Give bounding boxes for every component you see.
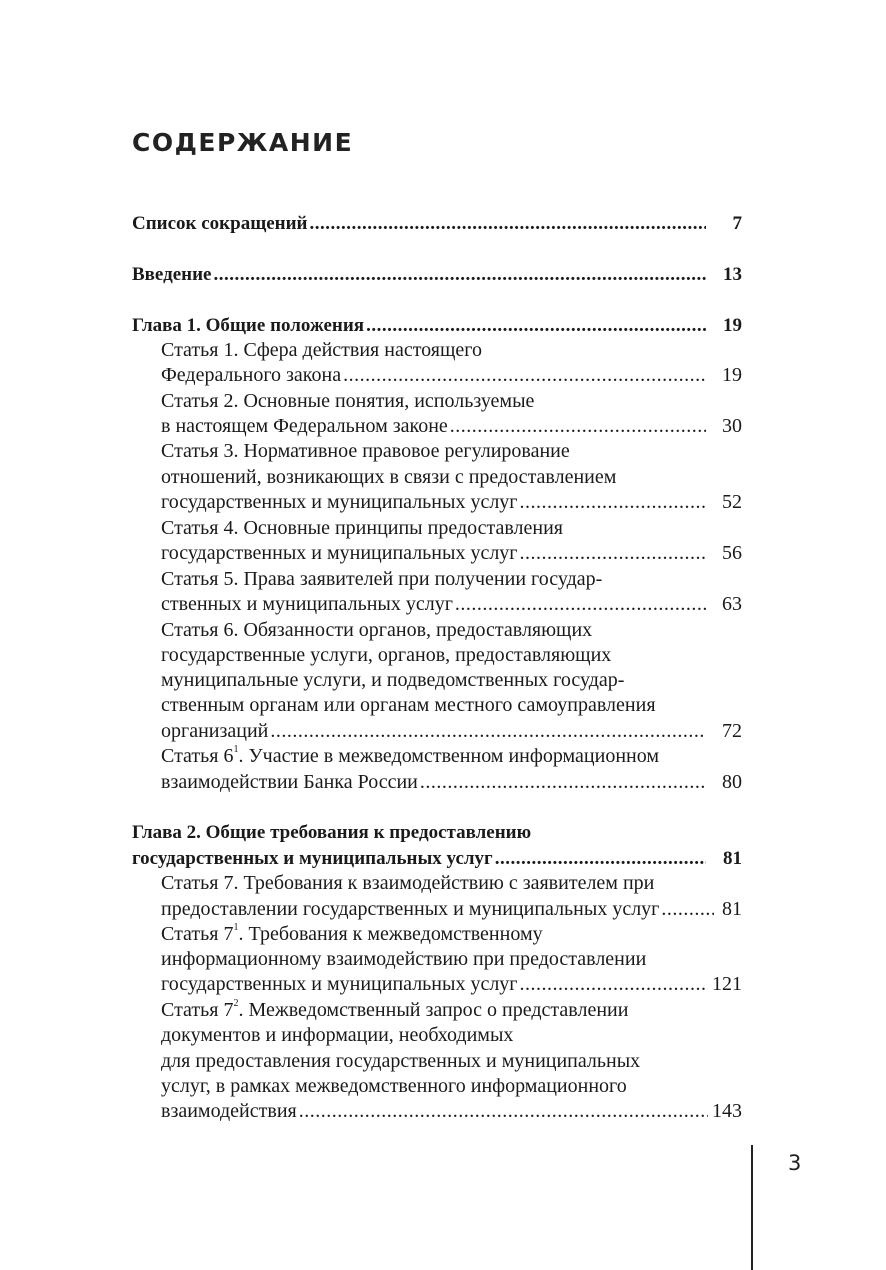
toc-entry-title: Статья 5. Права заявителей при получении государ- (161, 568, 603, 590)
toc-entry-title (161, 744, 659, 769)
toc-entry-title: услуг, в рамках межведомственного информационного (161, 1075, 627, 1097)
toc-entry-abbreviations[interactable] (132, 211, 742, 236)
toc-entry-article-7-line2[interactable] (161, 897, 742, 922)
toc-entry-article-2-line1[interactable] (161, 389, 742, 414)
toc-entry-title: предоставлении государственных и муниципальных услуг (161, 898, 660, 920)
toc-entry-article-5-line1[interactable] (161, 567, 742, 592)
toc-entry-title: отношений, возникающих в связи с предоставлением (161, 466, 617, 488)
toc-entry-article-6-1-line1[interactable] (161, 744, 742, 769)
toc-entry-article-7-2-line3[interactable] (161, 1049, 742, 1074)
page-title: СОДЕРЖАНИЕ (132, 128, 354, 157)
dot-leader (661, 897, 714, 922)
toc-entry-article-6-line5[interactable] (161, 719, 742, 744)
dot-leader (366, 313, 706, 338)
toc-entry-title: в настоящем Федеральном законе (161, 415, 448, 437)
toc-entry-article-6-1-line2[interactable] (161, 770, 742, 795)
toc-entry-title: организаций (161, 720, 269, 742)
superscript-index: 2 (233, 998, 239, 1010)
toc-entry-title: Глава 1. Общие положения (132, 315, 365, 336)
dot-leader (520, 972, 708, 997)
toc-entry-article-4-line1[interactable] (161, 516, 742, 541)
page-edge-rule (751, 1145, 753, 1270)
toc-entry-article-2-line2[interactable] (161, 414, 742, 439)
toc-entry-article-7-2-line2[interactable] (161, 1023, 742, 1048)
toc-entry-title: государственных и муниципальных услуг (161, 542, 518, 564)
toc-page-number: 121 (712, 973, 742, 995)
article-title: . Межведомственный запрос о представлении (238, 999, 629, 1021)
toc-entry-introduction[interactable] (132, 262, 742, 287)
toc-entry-title: Статья 1. Сфера действия настоящего (161, 339, 482, 361)
toc-entry-title: Статья 6. Обязанности органов, предоставляющих (161, 619, 593, 641)
toc-entry-title: государственных и муниципальных услуг (161, 491, 518, 513)
toc-page-number: 52 (722, 491, 742, 513)
toc-entry-article-6-line3[interactable] (161, 668, 742, 693)
toc-entry-title: ственных и муниципальных услуг (161, 593, 453, 615)
toc-entry-title: Статья 7. Требования к взаимодействию с заявителем при (161, 872, 655, 894)
toc-page-number: 19 (722, 364, 742, 386)
toc-entry-title: государственных и муниципальных услуг (161, 973, 518, 995)
toc-entry-article-7-2-line1[interactable] (161, 998, 742, 1023)
toc-entry-article-7-1-line1[interactable] (161, 922, 742, 947)
toc-page-number: 80 (722, 771, 742, 793)
dot-leader (310, 211, 706, 236)
toc-entry-article-3-line3[interactable] (161, 490, 742, 515)
toc-page-number: 81 (723, 848, 742, 869)
superscript-index: 1 (233, 744, 239, 756)
dot-leader (420, 770, 706, 795)
dot-leader (520, 541, 706, 566)
toc-entry-title: взаимодействии Банка России (161, 771, 418, 793)
article-prefix: Статья 6 (161, 745, 234, 767)
toc-entry-title: документов и информации, необходимых (161, 1024, 514, 1046)
toc-entry-title: государственных и муниципальных услуг (132, 848, 493, 869)
toc-entry-title: Список сокращений (132, 213, 308, 234)
superscript-index: 1 (233, 922, 239, 934)
toc-page-number: 19 (723, 315, 742, 336)
page-number: 3 (788, 1151, 802, 1175)
toc-entry-title: Введение (132, 264, 212, 285)
dot-leader (450, 414, 706, 439)
toc-entry-title: информационному взаимодействию при предоставлении (161, 948, 647, 970)
article-prefix: Статья 7 (161, 999, 234, 1021)
article-title: . Участие в межведомственном информационном (238, 745, 660, 767)
toc-entry-article-1-line2[interactable] (161, 363, 742, 388)
toc-page-number: 56 (722, 542, 742, 564)
toc-entry-article-1-line1[interactable] (161, 338, 742, 363)
toc-entry-title: взаимодействия (161, 1100, 297, 1122)
toc-entry-article-6-line1[interactable] (161, 618, 742, 643)
toc-entry-title: ственным органам или органам местного самоуправления (161, 694, 656, 716)
dot-leader (455, 592, 706, 617)
toc-entry-article-3-line1[interactable] (161, 439, 742, 464)
toc-entry-title: Статья 4. Основные принципы предоставления (161, 517, 563, 539)
dot-leader (299, 1099, 708, 1124)
dot-leader (270, 719, 706, 744)
toc-page-number: 63 (722, 593, 742, 615)
toc-entry-title: Глава 2. Общие требования к предоставлению (132, 822, 532, 843)
toc-entry-article-7-2-line5[interactable] (161, 1099, 742, 1124)
toc-entry-title: Статья 3. Нормативное правовое регулирование (161, 440, 570, 462)
toc-entry-article-7-1-line3[interactable] (161, 972, 742, 997)
toc-entry-chapter-1[interactable] (132, 313, 742, 338)
toc-entry-article-7-2-line4[interactable] (161, 1074, 742, 1099)
toc-entry-title: муниципальные услуги, и подведомственных государ- (161, 669, 625, 691)
dot-leader (495, 846, 706, 871)
dot-leader (520, 490, 706, 515)
toc-entry-article-7-line1[interactable] (161, 871, 742, 896)
toc-entry-article-5-line2[interactable] (161, 592, 742, 617)
toc-entry-chapter-2-line2[interactable] (132, 846, 742, 871)
toc-entry-article-3-line2[interactable] (161, 465, 742, 490)
toc-entry-title: Федерального закона (161, 364, 342, 386)
article-title: . Требования к межведомственному (238, 923, 543, 945)
dot-leader (343, 363, 706, 388)
toc-entry-title: государственные услуги, органов, предоставляющих (161, 644, 612, 666)
toc-entry-title: для предоставления государственных и муниципальных (161, 1050, 641, 1072)
toc-page-number: 72 (722, 720, 742, 742)
toc-entry-article-7-1-line2[interactable] (161, 947, 742, 972)
toc-entry-article-6-line2[interactable] (161, 643, 742, 668)
toc-page-number: 7 (732, 213, 742, 234)
toc-entry-title: Статья 2. Основные понятия, используемые (161, 390, 535, 412)
toc-page-number: 143 (712, 1100, 742, 1122)
toc-page-number: 81 (722, 898, 742, 920)
toc-entry-chapter-2-line1[interactable] (132, 820, 742, 845)
toc-entry-article-6-line4[interactable] (161, 693, 742, 718)
toc-page-number: 13 (723, 264, 742, 285)
article-prefix: Статья 7 (161, 923, 234, 945)
toc-entry-title (161, 922, 543, 947)
dot-leader (214, 262, 707, 287)
toc-page-number: 30 (722, 415, 742, 437)
toc-entry-title (161, 998, 628, 1023)
toc-entry-article-4-line2[interactable] (161, 541, 742, 566)
